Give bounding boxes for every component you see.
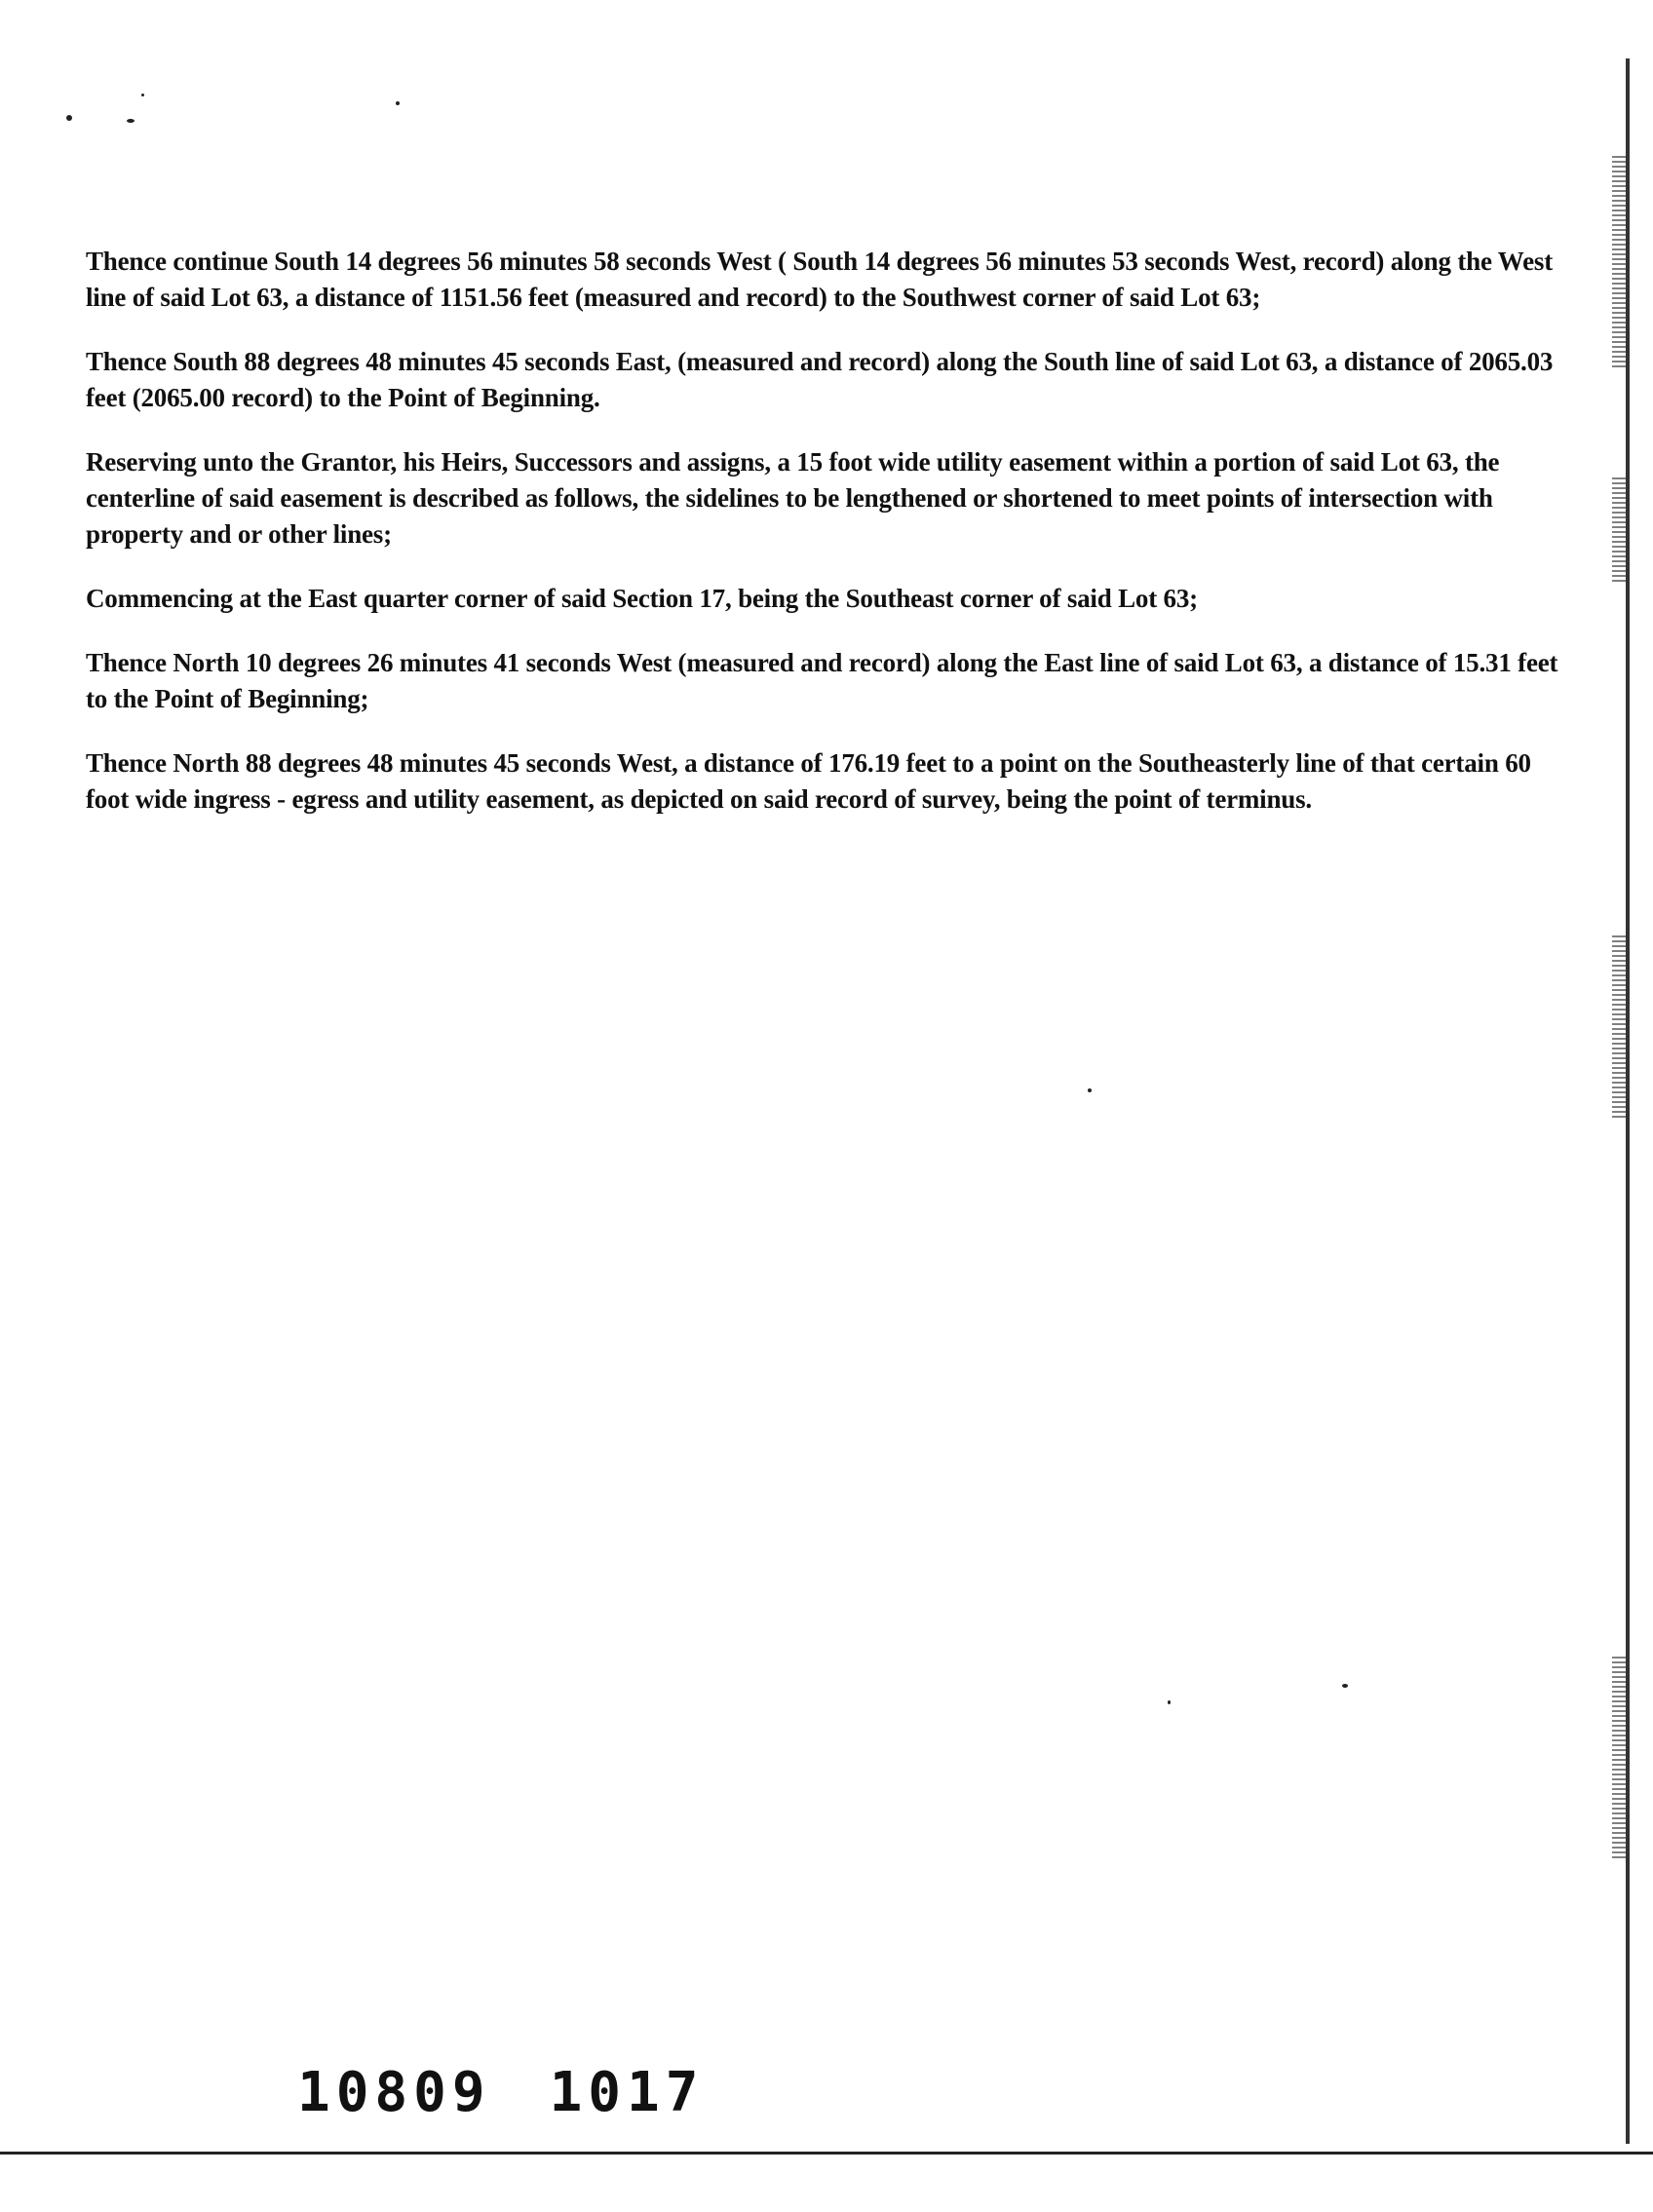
scan-speck — [127, 119, 135, 123]
scan-edge-noise — [1612, 935, 1626, 1121]
paragraph: Commencing at the East quarter corner of said Section 17, being the Southeast corner of said Lot 63; — [86, 584, 1198, 613]
scan-speck — [1168, 1700, 1171, 1704]
recording-number — [297, 2061, 704, 2124]
paragraph: Thence continue South 14 degrees 56 minutes 58 seconds West ( South 14 degrees 56 minutes 53 seconds West, record) along the West line of said Lot 63, a distance of 1151.56 feet (measured and record) to the Southwest corner of said Lot 63; — [86, 247, 1553, 312]
paragraph: Reserving unto the Grantor, his Heirs, Successors and assigns, a 15 foot wide utility easement within a portion of said Lot 63, the centerline of said easement is described as follows, the sidelines to be lengthened or shortened to meet points of intersection with property and or other lines; — [86, 447, 1500, 549]
paragraph: Thence North 88 degrees 48 minutes 45 seconds West, a distance of 176.19 feet to a point on the Southeasterly line of that certain 60 foot wide ingress - egress and utility easement, as depicted on said record of survey, being the point of terminus. — [86, 748, 1531, 814]
scan-speck — [141, 94, 144, 96]
scan-speck — [396, 101, 400, 105]
scan-edge-noise — [1612, 477, 1626, 585]
bottom-rule — [0, 2152, 1653, 2155]
recording-page: 1017 — [549, 2061, 705, 2124]
paragraph: Thence North 10 degrees 26 minutes 41 seconds West (measured and record) along the East line of said Lot 63, a distance of 15.31 feet to the Point of Beginning; — [86, 648, 1558, 713]
recording-book: 10809 — [297, 2061, 491, 2124]
legal-description — [86, 244, 1577, 846]
scan-edge-noise — [1612, 1657, 1626, 1861]
scan-right-edge — [1626, 58, 1630, 2144]
scan-speck — [1088, 1088, 1092, 1092]
paragraph: Thence South 88 degrees 48 minutes 45 seconds East, (measured and record) along the South line of said Lot 63, a distance of 2065.03 feet (2065.00 record) to the Point of Beginning. — [86, 347, 1554, 412]
scan-edge-noise — [1612, 156, 1626, 370]
scan-speck — [66, 115, 72, 121]
scan-speck — [1342, 1684, 1348, 1688]
